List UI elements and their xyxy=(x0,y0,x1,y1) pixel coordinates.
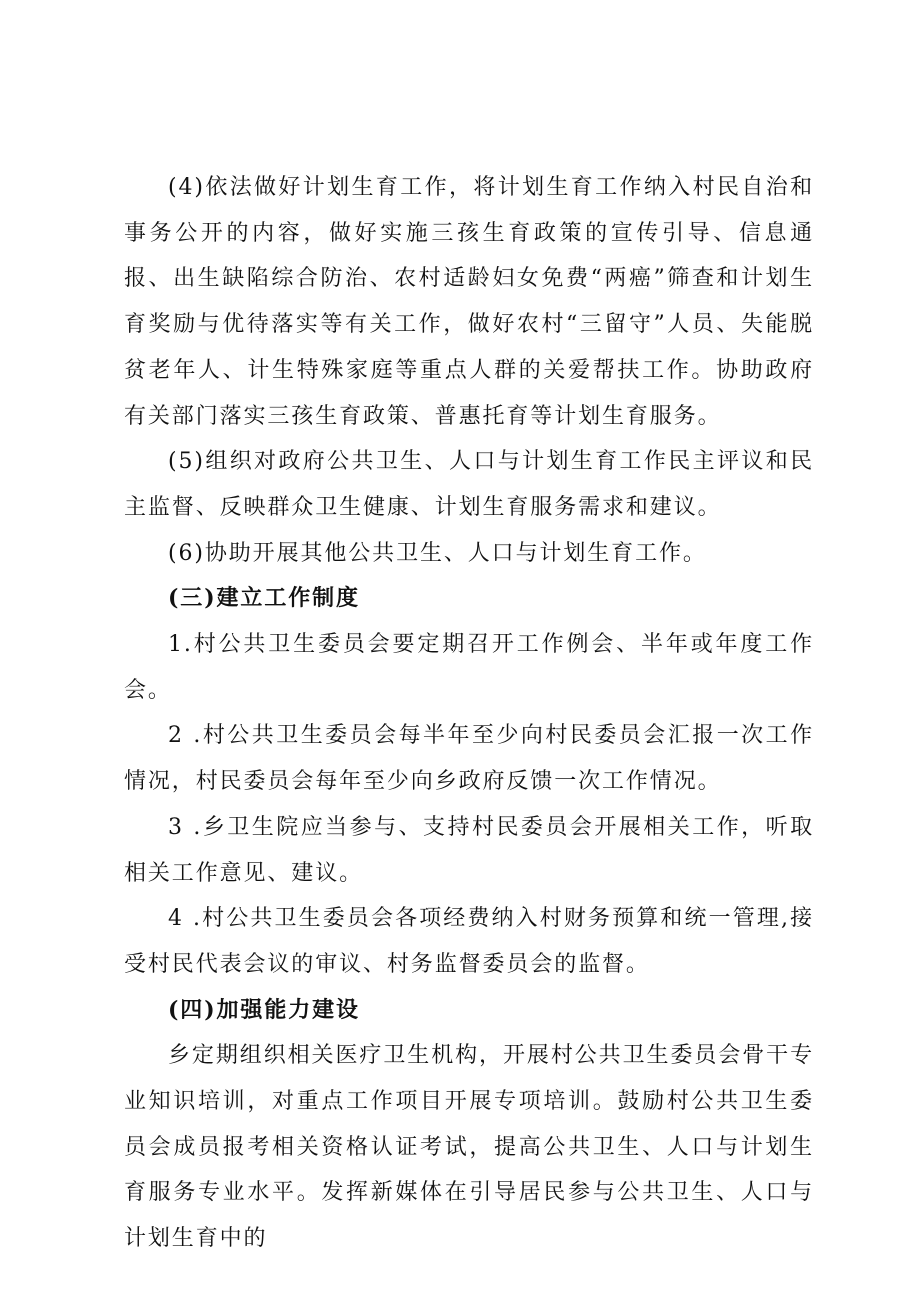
rule-3-paragraph: 3 .乡卫生院应当参与、支持村民委员会开展相关工作，听取相关工作意见、建议。 xyxy=(124,814,814,886)
rule-2-paragraph: 2 .村公共卫生委员会每半年至少向村民委员会汇报一次工作情况，村民委员会每年至少向乡政府反馈一次工作情况。 xyxy=(124,723,814,795)
rule-4-paragraph: 4 .村公共卫生委员会各项经费纳入村财务预算和统一管理,接受村民代表会议的审议、村务监督委员会的监督。 xyxy=(124,906,814,977)
item-6-paragraph: (6)协助开展其他公共卫生、人口与计划生育工作。 xyxy=(168,540,707,566)
section-4-heading: (四)加强能力建设 xyxy=(168,996,360,1023)
section-3-heading: (三)建立工作制度 xyxy=(168,585,360,612)
item-5-paragraph: (5)组织对政府公共卫生、人口与计划生育工作民主评议和民主监督、反映群众卫生健康、计划生育服务需求和建议。 xyxy=(124,449,814,520)
item-4-paragraph: (4)依法做好计划生育工作，将计划生育工作纳入村民自治和事务公开的内容，做好实施三孩生育政策的宣传引导、信息通报、出生缺陷综合防治、农村适龄妇女免费“两癌”筛查和计划生育奖励与优待落实等有关工作，做好农村“三留守”人员、失能脱贫老年人、计生特殊家庭等重点人群的关爱帮扶工作。协助政府有关部门落实三孩生育政策、普惠托育等计划生育服务。 xyxy=(124,175,814,429)
capacity-paragraph: 乡定期组织相关医疗卫生机构，开展村公共卫生委员会骨干专业知识培训，对重点工作项目开展专项培训。鼓励村公共卫生委员会成员报考相关资格认证考试，提高公共卫生、人口与计划生育服务专业水平。发挥新媒体在引导居民参与公共卫生、人口与计划生育中的 xyxy=(124,1043,814,1252)
rule-1-paragraph: 1.村公共卫生委员会要定期召开工作例会、半年或年度工作会。 xyxy=(124,632,814,703)
document-body xyxy=(124,165,814,1262)
